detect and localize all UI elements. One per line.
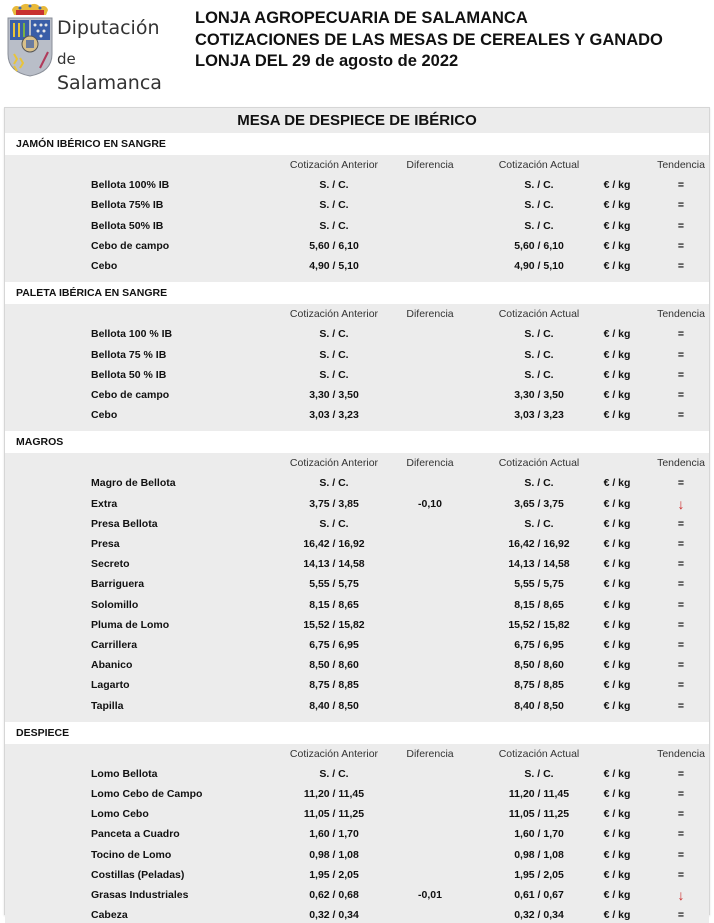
- current-price: S. / C.: [524, 368, 554, 381]
- logo-text: Diputación de Salamanca: [57, 17, 162, 94]
- current-price: S. / C.: [524, 348, 554, 361]
- trend-equal-icon: =: [677, 328, 685, 341]
- table-row: [5, 905, 709, 923]
- column-header-trend: Tendencia: [657, 159, 705, 171]
- trend-equal-icon: =: [677, 259, 685, 272]
- trend-equal-icon: =: [677, 909, 685, 922]
- previous-price: S. / C.: [319, 368, 349, 381]
- product-name: Abanico: [91, 659, 133, 672]
- product-name: Lomo Bellota: [91, 767, 158, 780]
- table-row: [5, 534, 709, 554]
- product-name: Secreto: [91, 558, 130, 571]
- previous-price: S. / C.: [319, 199, 349, 212]
- price-unit: € / kg: [603, 199, 631, 212]
- previous-price: 3,75 / 3,85: [309, 497, 359, 510]
- current-price: 1,95 / 2,05: [514, 868, 564, 881]
- price-unit: € / kg: [603, 368, 631, 381]
- previous-price: 8,50 / 8,60: [309, 659, 359, 672]
- trend-equal-icon: =: [677, 558, 685, 571]
- product-name: Cebo de campo: [91, 239, 170, 252]
- price-unit: € / kg: [603, 618, 631, 631]
- table-row: [5, 655, 709, 675]
- trend-equal-icon: =: [677, 409, 685, 422]
- previous-price: 5,60 / 6,10: [309, 239, 359, 252]
- previous-price: 11,20 / 11,45: [303, 788, 365, 801]
- title-line-1: LONJA AGROPECUARIA DE SALAMANCA: [195, 9, 528, 27]
- product-name: Cebo de campo: [91, 388, 170, 401]
- price-unit: € / kg: [603, 219, 631, 232]
- current-price: S. / C.: [524, 179, 554, 192]
- current-price: S. / C.: [524, 328, 554, 341]
- column-header-trend: Tendencia: [657, 308, 705, 321]
- trend-equal-icon: =: [677, 788, 685, 801]
- trend-equal-icon: =: [677, 679, 685, 692]
- table-row: [5, 473, 709, 493]
- column-header-row: [5, 453, 709, 473]
- title-line-3: LONJA DEL 29 de agosto de 2022: [195, 52, 459, 70]
- price-unit: € / kg: [603, 659, 631, 672]
- table-row: [5, 574, 709, 594]
- column-header-diff: Diferencia: [406, 457, 454, 470]
- previous-price: 3,30 / 3,50: [309, 388, 359, 401]
- column-header-trend: Tendencia: [657, 747, 705, 760]
- current-price: S. / C.: [524, 199, 554, 212]
- previous-price: 4,90 / 5,10: [309, 259, 359, 272]
- price-unit: € / kg: [603, 348, 631, 361]
- price-unit: € / kg: [603, 477, 631, 490]
- product-name: Tocino de Lomo: [91, 848, 172, 861]
- previous-price: S. / C.: [319, 179, 349, 192]
- price-unit: € / kg: [603, 239, 631, 252]
- trend-down-arrow-icon: ↓: [677, 495, 685, 512]
- product-name: Tapilla: [91, 699, 124, 712]
- price-unit: € / kg: [603, 808, 631, 821]
- column-header-diff: Diferencia: [406, 159, 454, 171]
- section-block: [5, 744, 709, 923]
- trend-equal-icon: =: [677, 868, 685, 881]
- trend-equal-icon: =: [677, 699, 685, 712]
- trend-equal-icon: =: [677, 388, 685, 401]
- previous-price: 11,05 / 11,25: [303, 808, 365, 821]
- column-header-diff: Diferencia: [406, 308, 454, 321]
- product-name: Presa: [91, 538, 120, 550]
- previous-price: S. / C.: [319, 328, 349, 341]
- section-block: [5, 304, 709, 431]
- current-price: 0,98 / 1,08: [514, 848, 564, 861]
- trend-equal-icon: =: [677, 598, 685, 611]
- current-price: 4,90 / 5,10: [514, 259, 564, 272]
- product-name: Bellota 100 % IB: [91, 328, 173, 341]
- table-row: [5, 845, 709, 865]
- product-name: Costillas (Peladas): [91, 868, 185, 881]
- table-row: [5, 615, 709, 635]
- diputacion-logo: [4, 2, 164, 94]
- current-price: 15,52 / 15,82: [508, 618, 570, 631]
- previous-price: S. / C.: [319, 477, 349, 490]
- section-title: PALETA IBÉRICA EN SANGRE: [5, 282, 709, 304]
- table-row: [5, 784, 709, 804]
- current-price: 11,05 / 11,25: [508, 808, 570, 821]
- price-unit: € / kg: [603, 578, 631, 591]
- table-row: [5, 804, 709, 824]
- price-unit: € / kg: [603, 388, 631, 401]
- price-unit: € / kg: [603, 828, 631, 841]
- price-unit: € / kg: [603, 328, 631, 341]
- table-row: [5, 405, 709, 425]
- column-header-row: [5, 744, 709, 764]
- table-sections: [5, 133, 709, 923]
- trend-equal-icon: =: [677, 477, 685, 490]
- price-unit: € / kg: [603, 558, 631, 571]
- previous-price: S. / C.: [319, 767, 349, 780]
- product-name: Bellota 50 % IB: [91, 368, 167, 381]
- previous-price: 16,42 / 16,92: [303, 538, 365, 550]
- column-header-prev: Cotización Anterior: [289, 747, 379, 760]
- current-price: 8,15 / 8,65: [514, 598, 564, 611]
- product-name: Lomo Cebo: [91, 808, 149, 821]
- table-row: [5, 595, 709, 615]
- trend-equal-icon: =: [677, 638, 685, 651]
- previous-price: 14,13 / 14,58: [303, 558, 365, 571]
- price-unit: € / kg: [603, 538, 631, 550]
- section-title: MAGROS: [5, 431, 709, 453]
- previous-price: 0,32 / 0,34: [309, 909, 359, 922]
- current-price: 5,55 / 5,75: [514, 578, 564, 591]
- column-header-trend: Tendencia: [657, 457, 705, 470]
- price-unit: € / kg: [603, 259, 631, 272]
- table-row: [5, 324, 709, 344]
- product-name: Solomillo: [91, 598, 139, 611]
- product-name: Panceta a Cuadro: [91, 828, 180, 841]
- current-price: 11,20 / 11,45: [508, 788, 570, 801]
- price-unit: € / kg: [603, 409, 631, 422]
- current-price: S. / C.: [524, 219, 554, 232]
- section-block: [5, 453, 709, 721]
- previous-price: 6,75 / 6,95: [309, 638, 359, 651]
- previous-price: S. / C.: [319, 348, 349, 361]
- price-unit: € / kg: [603, 179, 631, 192]
- trend-down-arrow-icon: ↓: [677, 887, 685, 903]
- table-row: [5, 514, 709, 534]
- trend-equal-icon: =: [677, 808, 685, 821]
- product-name: Barriguera: [91, 578, 145, 591]
- product-name: Bellota 50% IB: [91, 219, 164, 232]
- current-price: 5,60 / 6,10: [514, 239, 564, 252]
- previous-price: 1,95 / 2,05: [309, 868, 359, 881]
- trend-equal-icon: =: [677, 239, 685, 252]
- previous-price: 8,75 / 8,85: [309, 679, 359, 692]
- trend-equal-icon: =: [677, 199, 685, 212]
- price-unit: € / kg: [603, 497, 631, 510]
- current-price: 8,50 / 8,60: [514, 659, 564, 672]
- table-title: MESA DE DESPIECE DE IBÉRICO: [5, 108, 709, 133]
- current-price: 0,32 / 0,34: [514, 909, 564, 922]
- trend-equal-icon: =: [677, 828, 685, 841]
- product-name: Cebo: [91, 409, 118, 422]
- trend-equal-icon: =: [677, 578, 685, 591]
- current-price: 8,75 / 8,85: [514, 679, 564, 692]
- current-price: 0,61 / 0,67: [514, 889, 564, 901]
- current-price: 6,75 / 6,95: [514, 638, 564, 651]
- current-price: 1,60 / 1,70: [514, 828, 564, 841]
- price-unit: € / kg: [603, 788, 631, 801]
- current-price: 3,65 / 3,75: [514, 497, 564, 510]
- trend-equal-icon: =: [677, 348, 685, 361]
- previous-price: 0,98 / 1,08: [309, 848, 359, 861]
- trend-equal-icon: =: [677, 517, 685, 530]
- current-price: 16,42 / 16,92: [508, 538, 570, 550]
- price-unit: € / kg: [603, 909, 631, 922]
- price-unit: € / kg: [603, 868, 631, 881]
- trend-equal-icon: =: [677, 767, 685, 780]
- product-name: Bellota 75 % IB: [91, 348, 167, 361]
- trend-equal-icon: =: [677, 219, 685, 232]
- current-price: S. / C.: [524, 517, 554, 530]
- table-row: [5, 345, 709, 365]
- column-header-act: Cotización Actual: [498, 159, 580, 171]
- table-row: [5, 385, 709, 405]
- current-price: 14,13 / 14,58: [508, 558, 570, 571]
- product-name: Presa Bellota: [91, 517, 158, 530]
- table-row: [5, 696, 709, 716]
- section-block: [5, 155, 709, 282]
- table-row: [5, 216, 709, 236]
- coat-of-arms-icon: [4, 2, 56, 78]
- page-header: [0, 0, 714, 94]
- product-name: Lomo Cebo de Campo: [91, 788, 203, 801]
- column-header-prev: Cotización Anterior: [289, 308, 379, 321]
- column-header-act: Cotización Actual: [498, 747, 580, 760]
- previous-price: 3,03 / 3,23: [309, 409, 359, 422]
- product-name: Lagarto: [91, 679, 130, 692]
- trend-equal-icon: =: [677, 659, 685, 672]
- column-header-prev: Cotización Anterior: [289, 457, 379, 470]
- column-header-act: Cotización Actual: [498, 457, 580, 470]
- current-price: 8,40 / 8,50: [514, 699, 564, 712]
- column-header-row: [5, 304, 709, 324]
- table-row: [5, 195, 709, 215]
- current-price: S. / C.: [524, 767, 554, 780]
- product-name: Bellota 100% IB: [91, 179, 170, 192]
- table-row: [5, 865, 709, 885]
- product-name: Cabeza: [91, 909, 128, 922]
- table-row: [5, 764, 709, 784]
- product-name: Grasas Industriales: [91, 889, 189, 901]
- table-row: [5, 494, 709, 514]
- column-header-row: [5, 155, 709, 175]
- table-row: [5, 675, 709, 695]
- trend-equal-icon: =: [677, 618, 685, 631]
- current-price: 3,30 / 3,50: [514, 388, 564, 401]
- trend-equal-icon: =: [677, 538, 685, 550]
- table-row: [5, 365, 709, 385]
- column-header-act: Cotización Actual: [498, 308, 580, 321]
- column-header-diff: Diferencia: [406, 747, 454, 760]
- table-row: [5, 175, 709, 195]
- table-row: [5, 885, 709, 905]
- price-unit: € / kg: [603, 848, 631, 861]
- price-unit: € / kg: [603, 638, 631, 651]
- price-unit: € / kg: [603, 679, 631, 692]
- price-difference: -0,10: [418, 497, 442, 510]
- product-name: Bellota 75% IB: [91, 199, 164, 212]
- table-row: [5, 824, 709, 844]
- previous-price: 15,52 / 15,82: [303, 618, 365, 631]
- price-difference: -0,01: [418, 889, 442, 901]
- previous-price: 0,62 / 0,68: [309, 889, 359, 901]
- table-row: [5, 635, 709, 655]
- table-row: [5, 236, 709, 256]
- previous-price: 5,55 / 5,75: [309, 578, 359, 591]
- title-line-2: COTIZACIONES DE LAS MESAS DE CEREALES Y GANADO: [195, 30, 663, 49]
- price-unit: € / kg: [603, 767, 631, 780]
- product-name: Magro de Bellota: [91, 477, 176, 490]
- price-unit: € / kg: [603, 699, 631, 712]
- current-price: 3,03 / 3,23: [514, 409, 564, 422]
- product-name: Pluma de Lomo: [91, 618, 170, 631]
- previous-price: S. / C.: [319, 219, 349, 232]
- price-unit: € / kg: [603, 598, 631, 611]
- product-name: Cebo: [91, 259, 118, 272]
- table-row: [5, 256, 709, 276]
- column-header-prev: Cotización Anterior: [289, 159, 379, 171]
- trend-equal-icon: =: [677, 368, 685, 381]
- price-unit: € / kg: [603, 889, 631, 901]
- price-unit: € / kg: [603, 517, 631, 530]
- table-row: [5, 554, 709, 574]
- previous-price: S. / C.: [319, 517, 349, 530]
- section-title: JAMÓN IBÉRICO EN SANGRE: [5, 133, 709, 155]
- report-titles: [195, 8, 663, 73]
- trend-equal-icon: =: [677, 179, 685, 192]
- section-title: DESPIECE: [5, 722, 709, 744]
- previous-price: 8,15 / 8,65: [309, 598, 359, 611]
- current-price: S. / C.: [524, 477, 554, 490]
- previous-price: 1,60 / 1,70: [309, 828, 359, 841]
- previous-price: 8,40 / 8,50: [309, 699, 359, 712]
- product-name: Carrillera: [91, 638, 138, 651]
- trend-equal-icon: =: [677, 848, 685, 861]
- product-name: Extra: [91, 497, 118, 510]
- price-table: [4, 107, 710, 922]
